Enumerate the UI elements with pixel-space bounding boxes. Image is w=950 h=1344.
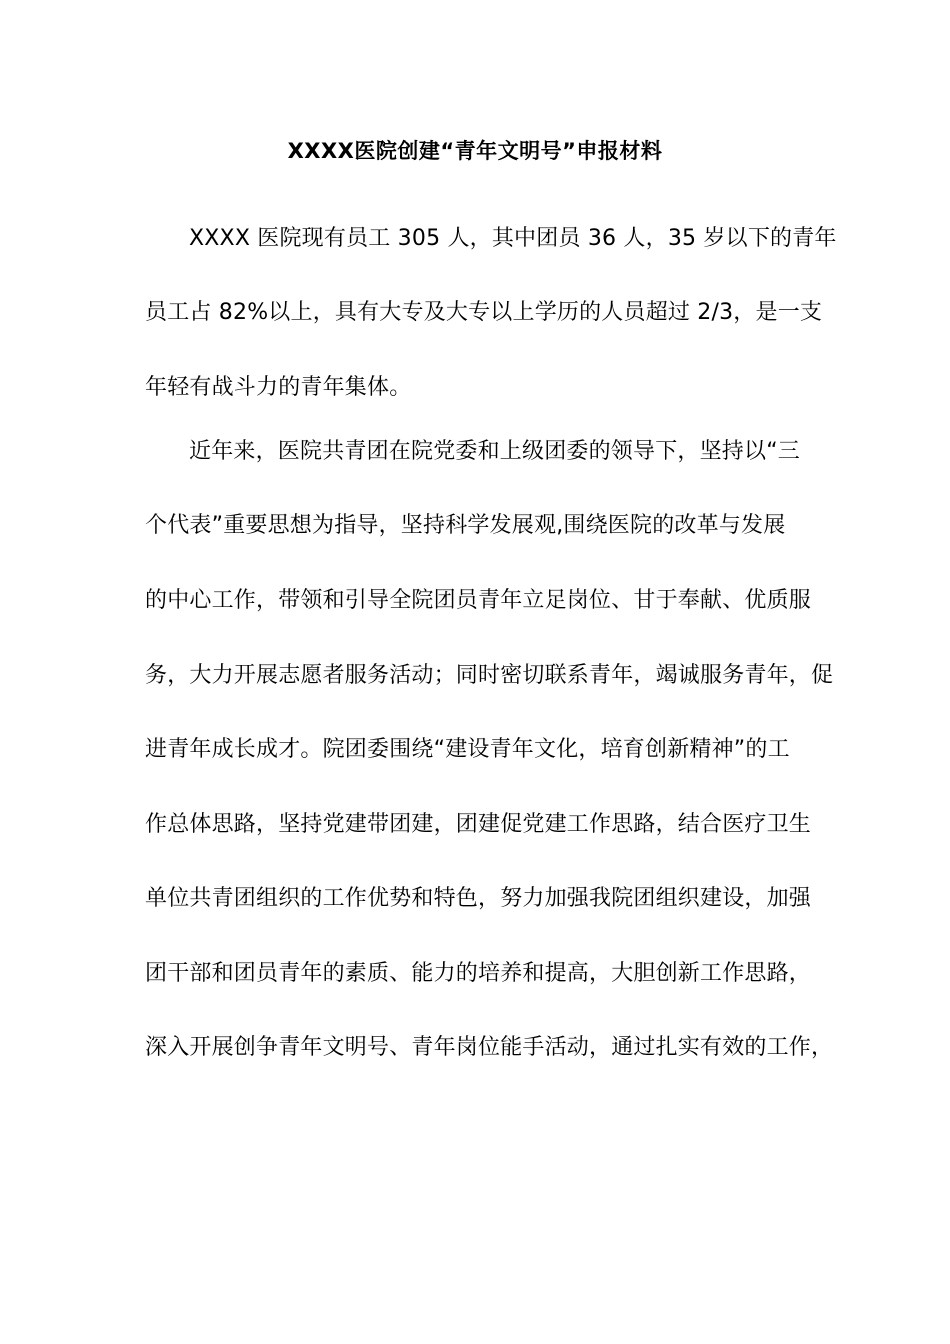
paragraph-line: 年轻有战斗力的青年集体。 [145, 375, 412, 400]
paragraph-line: 近年来，医院共青团在院党委和上级团委的领导下，坚持以“三 [189, 439, 800, 464]
document-title: XXXX医院创建“青年文明号”申报材料 [287, 139, 663, 163]
paragraph-line: 进青年成长成才。院团委围绕“建设青年文化，培育创新精神”的工 [145, 737, 790, 762]
paragraph-line: 个代表”重要思想为指导，坚持科学发展观,围绕医院的改革与发展 [145, 513, 786, 538]
paragraph-line: 单位共青团组织的工作优势和特色，努力加强我院团组织建设，加强 [145, 886, 812, 911]
paragraph-line: 员工占 82%以上，具有大专及大专以上学历的人员超过 2/3，是一支 [145, 300, 823, 325]
paragraph-line: 深入开展创争青年文明号、青年岗位能手活动，通过扎实有效的工作， [145, 1035, 834, 1060]
paragraph-line: 的中心工作，带领和引导全院团员青年立足岗位、甘于奉献、优质服 [145, 588, 812, 613]
paragraph-line: 团干部和团员青年的素质、能力的培养和提高，大胆创新工作思路， [145, 961, 812, 986]
paragraph-line: 务，大力开展志愿者服务活动；同时密切联系青年，竭诚服务青年，促 [145, 663, 834, 688]
paragraph-line: XXXX 医院现有员工 305 人，其中团员 36 人，35 岁以下的青年 [189, 226, 837, 251]
paragraph-line: 作总体思路，坚持党建带团建，团建促党建工作思路，结合医疗卫生 [145, 812, 812, 837]
